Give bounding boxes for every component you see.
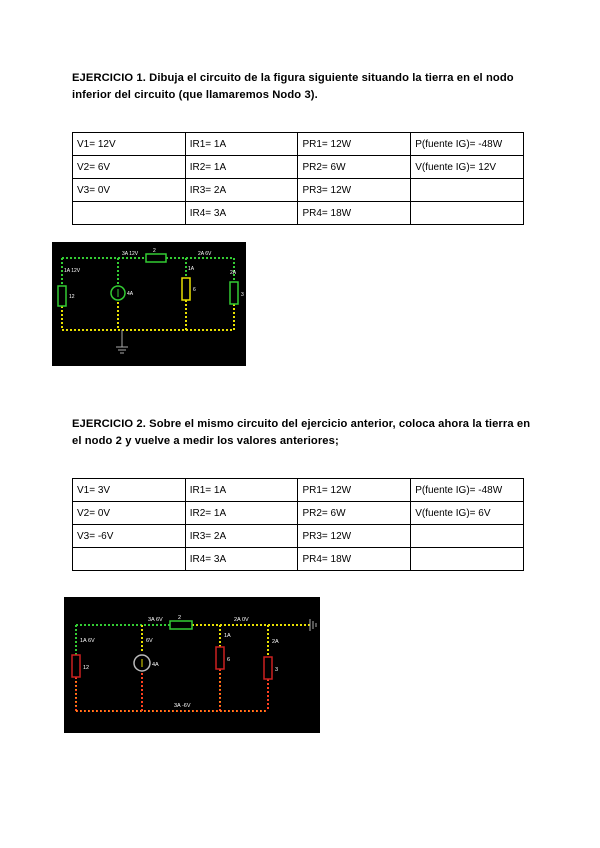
table-cell [411,202,524,225]
circuit-label: 3A 12V [122,251,139,257]
exercise2-heading [72,416,532,450]
circuit-label: 1A 6V [80,638,95,644]
table-cell [73,548,186,571]
table-cell [73,202,186,225]
table-cell: PR4= 18W [298,202,411,225]
table-row [73,479,524,502]
table-cell: V(fuente IG)= 6V [411,502,524,525]
table-cell: PR4= 18W [298,548,411,571]
circuit-label: 3A -6V [174,703,191,709]
ground-icon [116,330,128,353]
table-cell: PR3= 12W [298,525,411,548]
circuit-label: 1A [188,266,195,272]
circuit-label: 4A [127,291,134,297]
table-cell: PR2= 6W [298,502,411,525]
resistor-icon [264,657,272,679]
exercise2-table [72,478,524,571]
table-row [73,502,524,525]
circuit-label: 12 [83,665,90,671]
table-row [73,156,524,179]
circuit-label: 4A [152,662,159,668]
circuit-label: 2A 0V [234,617,249,623]
resistor-icon [146,254,166,262]
exercise1-heading-line2: inferior del circuito (que llamaremos Nodo 3). [72,89,318,101]
table-cell: V1= 3V [73,479,186,502]
table-cell: PR1= 12W [298,479,411,502]
table-row [73,133,524,156]
resistor-icon [72,655,80,677]
table-cell [411,548,524,571]
circuit-label: 3 [241,292,244,298]
table-row [73,202,524,225]
circuit-diagram-1 [52,242,246,366]
circuit-label: 6 [227,657,231,663]
table-cell: IR3= 2A [185,179,298,202]
table-cell: IR2= 1A [185,502,298,525]
exercise1-heading [72,70,532,104]
table-cell: V2= 0V [73,502,186,525]
table-cell: V1= 12V [73,133,186,156]
circuit-label: 2 [153,248,156,254]
exercise1-heading-line1: EJERCICIO 1. Dibuja el circuito de la figura siguiente situando la tierra en el nodo [72,72,514,84]
table-cell: IR3= 2A [185,525,298,548]
table-cell: P(fuente IG)= -48W [411,479,524,502]
exercise2-heading-line1: EJERCICIO 2. Sobre el mismo circuito del ejercicio anterior, coloca ahora la tierra en [72,418,531,430]
table-cell: V(fuente IG)= 12V [411,156,524,179]
exercise1-circuit [52,242,246,366]
table-row [73,179,524,202]
table-cell: PR2= 6W [298,156,411,179]
circuit-label: 12 [69,294,75,300]
circuit-label: 6 [193,287,196,293]
table-cell: P(fuente IG)= -48W [411,133,524,156]
table-cell: IR2= 1A [185,156,298,179]
table-row [73,548,524,571]
table-cell: PR3= 12W [298,179,411,202]
circuit-label: 3A 6V [148,617,163,623]
circuit-label: 2 [178,615,182,621]
circuit-label: 2A 6V [198,251,212,257]
circuit-label: 2A [272,639,279,645]
table-cell [411,179,524,202]
table-cell: V2= 6V [73,156,186,179]
table-cell: PR1= 12W [298,133,411,156]
resistor-icon [170,621,192,629]
exercise2-heading-line2: el nodo 2 y vuelve a medir los valores anteriores; [72,435,339,447]
table-cell [411,525,524,548]
table-row [73,525,524,548]
ground-icon [310,619,316,631]
circuit-diagram-2 [64,597,320,733]
circuit-label: 3 [275,667,279,673]
resistor-icon [182,278,190,300]
table-cell: V3= 0V [73,179,186,202]
table-cell: IR4= 3A [185,202,298,225]
circuit-label: 1A 12V [64,268,81,274]
resistor-icon [216,647,224,669]
circuit-label: 2A [230,270,237,276]
circuit-label: 6V [146,638,153,644]
exercise2-circuit [64,597,320,733]
resistor-icon [58,286,66,306]
table-cell: IR4= 3A [185,548,298,571]
table-cell: IR1= 1A [185,133,298,156]
table-cell: V3= -6V [73,525,186,548]
table-cell: IR1= 1A [185,479,298,502]
exercise1-table [72,132,524,225]
circuit-label: 1A [224,633,231,639]
resistor-icon [230,282,238,304]
